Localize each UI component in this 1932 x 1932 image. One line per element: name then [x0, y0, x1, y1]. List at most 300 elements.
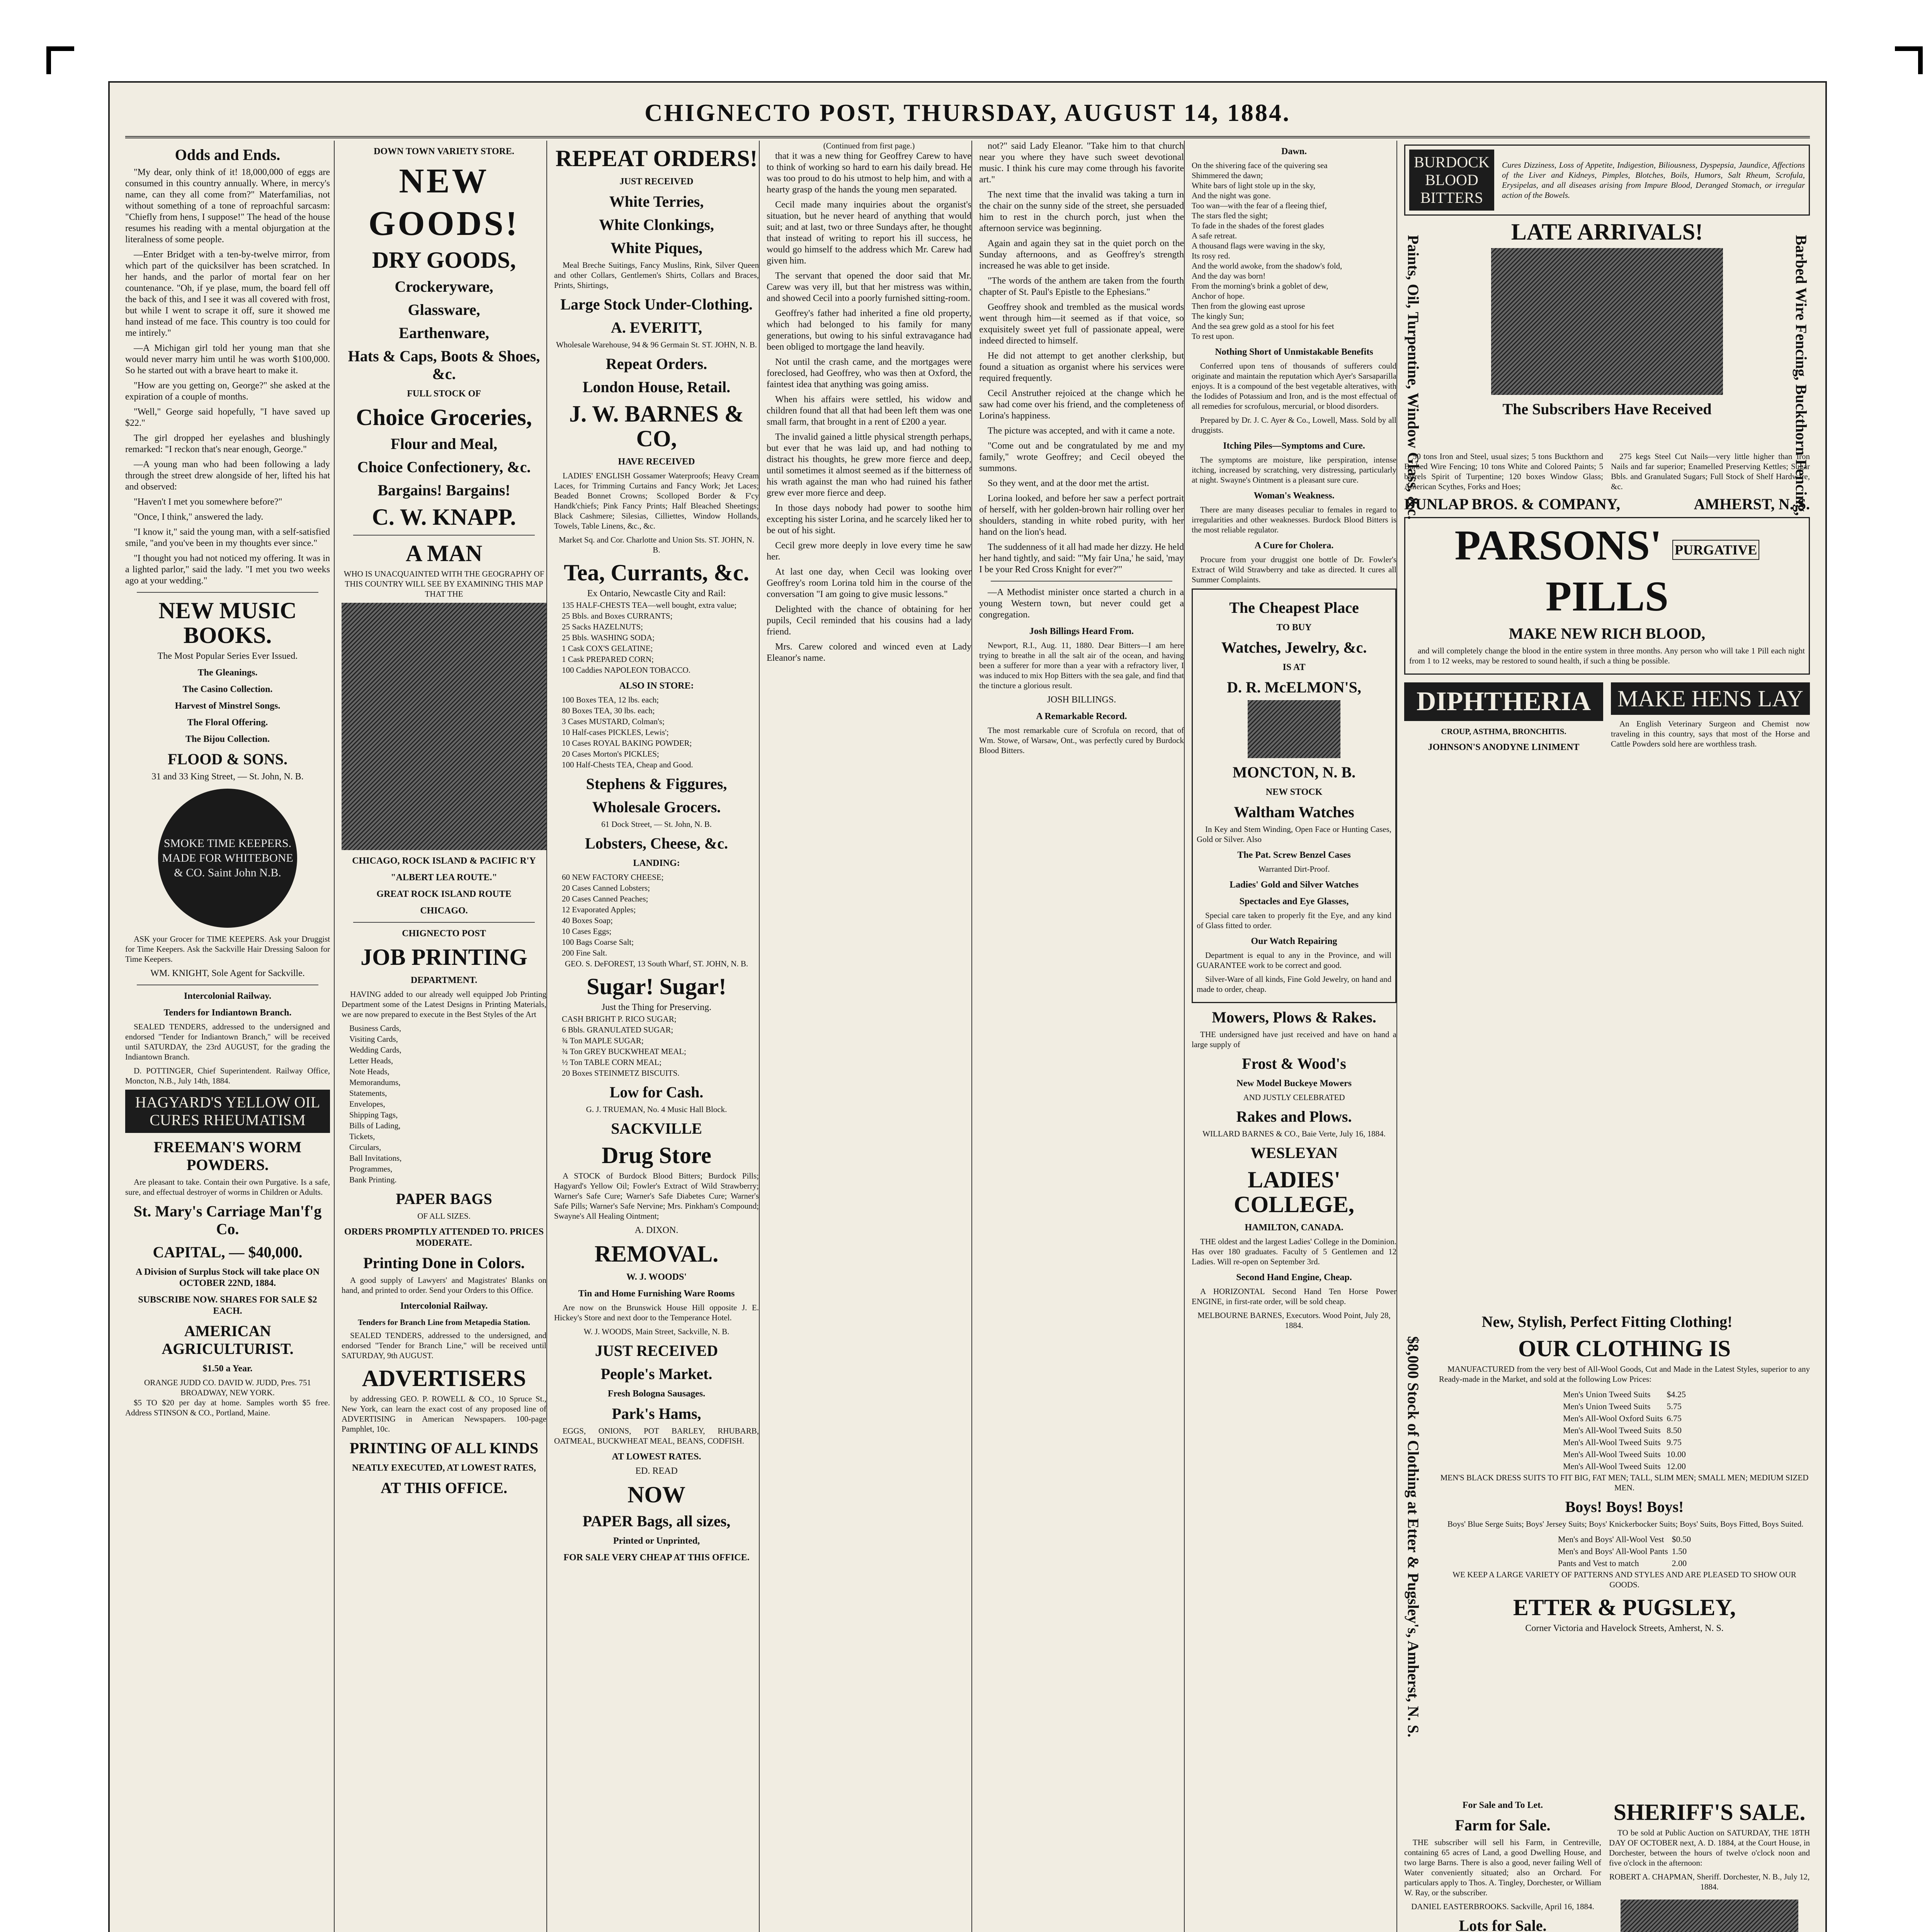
table-row: [1561, 1461, 1687, 1472]
column-rule: [1184, 141, 1185, 1932]
column-rule: [759, 141, 760, 1932]
late-text-1: 50 tons Iron and Steel, usual sizes; 5 tons Buckthorn and Barbed Wire Fencing; 10 tons White and Colored Paints; 5 barrels Spirit of Turpentine; 120 boxes Window Glass; American Scythes, Forks and Hoes;: [1404, 452, 1603, 491]
price-value: 5.75: [1667, 1401, 1682, 1411]
list-item: Envelopes,: [349, 1099, 385, 1109]
list-item: 20 Boxes STEINMETZ BISCUITS.: [562, 1068, 680, 1078]
list-item: CASH BRIGHT P. RICO SUGAR;: [562, 1014, 677, 1024]
our-clothing: OUR CLOTHING IS: [1518, 1336, 1731, 1361]
poem-line: On the shivering face of the quivering sea: [1192, 161, 1328, 170]
everitt: A. EVERITT,: [611, 319, 702, 336]
cheapest-place: The Cheapest Place: [1229, 599, 1359, 616]
billings-title: Josh Billings Heard From.: [1029, 626, 1134, 636]
weakness-title: Woman's Weakness.: [1253, 491, 1335, 501]
music-books-title: NEW MUSIC BOOKS.: [158, 598, 297, 648]
article-paragraph: "I know it," said the young man, with a self-satisfied smile, "and you've been in my thoughts ever since.": [125, 527, 330, 548]
repeat-orders-2: Repeat Orders.: [605, 355, 707, 372]
woods-sign: W. J. WOODS, Main Street, Sackville, N. B.: [583, 1327, 730, 1336]
price-value: 6.75: [1667, 1413, 1682, 1423]
goods-line: Crockeryware,: [395, 278, 493, 295]
billings-text: Newport, R.I., Aug. 11, 1880. Dear Bitters—I am here trying to breathe in all the salt air of the ocean, and having been a sufferer for more than a year with a refractory liver, I was induced to mix Hop Bitters with the sea gale, and find that the tincture a glorious result.: [979, 641, 1184, 690]
article-paragraph: So they went, and at the door met the artist.: [988, 478, 1149, 488]
diphtheria-hens-row: [1404, 679, 1810, 756]
boys: Boys! Boys! Boys!: [1565, 1498, 1684, 1515]
moncton: MONCTON, N. B.: [1232, 764, 1356, 781]
article-paragraph: —Enter Bridget with a ten-by-twelve mirror, from which part of the quicksilver has been scratched. In her hands, and the parlor of mortal fear on her countenance. "Oh, if ye plase, mum, the board fell off the back of this, and I see it was all covered with frost, but while I went to scrape it off, sure it showed me hand instead of me face. This country is too could for me intirely.": [125, 250, 330, 338]
poem-line: A safe retreat.: [1192, 231, 1237, 240]
price-value: $4.25: [1667, 1389, 1686, 1399]
poem-line: From the morning's brink a goblet of dew,: [1192, 281, 1328, 291]
peoples-market: People's Market.: [600, 1365, 713, 1383]
price-value: $0.50: [1672, 1534, 1691, 1544]
mcelmon: D. R. McELMON'S,: [1227, 679, 1361, 696]
list-item: 1 Cask COX'S GELATINE;: [562, 644, 653, 653]
goods-line: Glassware,: [408, 301, 480, 318]
waltham-text: In Key and Stem Winding, Open Face or Hunting Cases, Gold or Silver. Also: [1197, 825, 1391, 844]
poem-line: And the world awoke, from the shadow's fold,: [1192, 261, 1342, 270]
article-paragraph: Delighted with the chance of obtaining for her pupils, Cecil reminded that his cousins had a lady friend.: [767, 604, 971, 637]
column-rule: [1396, 141, 1397, 1932]
lawton-illustration: [1621, 1900, 1798, 1932]
dry-goods: DRY GOODS,: [372, 247, 516, 273]
variety-store: DOWN TOWN VARIETY STORE.: [374, 146, 514, 156]
list-item: 25 Bbls. WASHING SODA;: [562, 633, 655, 642]
hagyards-yellow-oil-ad: HAGYARD'S YELLOW OIL CURES RHEUMATISM: [125, 1090, 330, 1133]
woods-text: Are now on the Brunswick House Hill opposite J. E. Hickey's Store and next door to the Temperance Hotel.: [554, 1303, 759, 1322]
farm-for-sale: Farm for Sale.: [1455, 1816, 1551, 1834]
dunlap-line: [1404, 495, 1810, 513]
masthead-title: CHIGNECTO POST, THURSDAY, AUGUST 14, 1884.: [645, 99, 1291, 126]
barnes-address: Market Sq. and Cor. Charlotte and Union Sts. ST. JOHN, N. B.: [559, 535, 754, 554]
list-item: 1 Cask PREPARED CORN;: [562, 655, 654, 664]
continued-note: (Continued from first page.): [823, 141, 915, 150]
waltham: Waltham Watches: [1234, 803, 1354, 821]
subscribers-received: The Subscribers Have Received: [1502, 400, 1712, 418]
price-label: Men's All-Wool Tweed Suits: [1563, 1437, 1661, 1447]
odds-heading: Odds and Ends.: [175, 146, 281, 163]
carriage-company: St. Mary's Carriage Man'f'g Co.: [133, 1202, 322, 1238]
woods-sub: Tin and Home Furnishing Ware Rooms: [578, 1289, 735, 1299]
paints-vertical: Paints, Oil, Turpentine, Window Glass, &c.: [1405, 235, 1422, 520]
new-stock: NEW STOCK: [1265, 787, 1323, 797]
cholera-text: Procure from your druggist one bottle of Dr. Fowler's Extract of Wild Strawberry and take as directed. It cures all Summer Complaints.: [1192, 555, 1396, 584]
watch-repairing: Our Watch Repairing: [1251, 936, 1337, 946]
table-row: [1561, 1389, 1687, 1400]
article-paragraph: not?" said Lady Eleanor. "Take him to that church near you where they have such sweet devotional music. I think his cure may come through his favorite art.": [979, 141, 1184, 185]
article-paragraph: Again and again they sat in the quiet porch on the Sunday afternoons, and as Geoffrey's strength increased he was able to get inside.: [979, 238, 1184, 271]
white-item: White Clonkings,: [599, 216, 714, 233]
paper-bags-sub: Printed or Unprinted,: [613, 1536, 700, 1546]
article-paragraph: Cecil made many inquiries about the organist's situation, but he never heard of anything that would suit; and at last, two or three Sundays after, he thought that instead of writing to report his ill success, he would go himself to the address which Mr. Carew had given him.: [767, 200, 971, 266]
engine-heading: Second Hand Engine, Cheap.: [1236, 1272, 1352, 1282]
farm-sign: DANIEL EASTERBROOKS. Sackville, April 16, 1884.: [1411, 1902, 1594, 1911]
table-row: [1561, 1425, 1687, 1436]
article-paragraph: "Haven't I met you somewhere before?": [134, 497, 282, 507]
article-paragraph: When his affairs were settled, his widow and children found that all that had been left them was one small farm, that brought in a rent of £200 a year.: [767, 395, 971, 427]
just-received: JUST RECEIVED: [619, 177, 694, 187]
list-item: Bills of Lading,: [349, 1121, 401, 1130]
piles-text: The symptoms are moisture, like perspiration, intense itching, increased by scratching, very distressing, particularly at night. Swayne's Ointment is a pleasant sure cure.: [1192, 455, 1396, 485]
list-item: Bank Printing.: [349, 1175, 397, 1184]
goods-heading: GOODS!: [368, 204, 520, 243]
list-item: Programmes,: [349, 1164, 393, 1173]
music-book-item: Harvest of Minstrel Songs.: [175, 701, 281, 711]
for-sale-to-let: For Sale and To Let.: [1462, 1800, 1543, 1810]
hens-text: An English Veterinary Surgeon and Chemist now traveling in this country, says that most of the Horse and Cattle Powders sold here are worthless trash.: [1611, 719, 1810, 748]
ayer-note: Prepared by Dr. J. C. Ayer & Co., Lowell, Mass. Sold by all druggists.: [1192, 415, 1396, 435]
column-rule: [334, 141, 335, 1932]
price-label: Men's Union Tweed Suits: [1563, 1389, 1651, 1399]
trueman: G. J. TRUEMAN, No. 4 Music Hall Block.: [586, 1105, 727, 1114]
column-8-left: [1404, 1794, 1601, 1932]
price-label: Men's All-Wool Oxford Suits: [1563, 1413, 1663, 1423]
black-suits: MEN'S BLACK DRESS SUITS TO FIT BIG, FAT MEN; TALL, SLIM MEN; SMALL MEN; MEDIUM SIZED MEN.: [1440, 1473, 1809, 1492]
article-paragraph: Not until the crash came, and the mortgages were foreclosed, had Geoffrey, who was then at Oxford, the faintest idea that anything was going amiss.: [767, 357, 971, 389]
white-item: White Terries,: [609, 193, 704, 210]
list-item: ½ Ton TABLE CORN MEAL;: [562, 1058, 662, 1067]
a-man-sub: WHO IS UNACQUAINTED WITH THE GEOGRAPHY OF THIS COUNTRY WILL SEE BY EXAMINING THIS MAP THAT THE: [344, 569, 544, 599]
list-item: 10 Cases Eggs;: [562, 927, 612, 936]
neatly: NEATLY EXECUTED, AT LOWEST RATES,: [352, 1463, 536, 1473]
etter-pugsley: ETTER & PUGSLEY,: [1513, 1595, 1736, 1620]
list-item: ¾ Ton MAPLE SUGAR;: [562, 1036, 644, 1045]
worm-powders-title: FREEMAN'S WORM POWDERS.: [153, 1138, 302, 1173]
separator: [991, 581, 1172, 582]
railway-map-caption: CHICAGO, ROCK ISLAND & PACIFIC R'Y: [352, 856, 536, 866]
lobster-list: [554, 872, 759, 958]
poem-line: Shimmered the dawn;: [1192, 171, 1263, 180]
printing: PRINTING OF ALL KINDS: [349, 1439, 539, 1457]
music-books-subtitle: The Most Popular Series Ever Issued.: [157, 651, 298, 661]
crop-mark-top-right: [1895, 46, 1923, 74]
price-value: 9.75: [1667, 1437, 1682, 1447]
clothing-side-text: $8,000 Stock of Clothing at Etter & Pugsley's, Amherst, N. S.: [1405, 1336, 1422, 1738]
parsons-text: and will completely change the blood in the entire system in three months. Any person who will take 1 Pill each night from 1 to 12 weeks, may be restored to sound health, if such a thing be possible.: [1409, 646, 1805, 665]
barnes-text: LADIES' ENGLISH Gossamer Waterproofs; Heavy Cream Laces, for Trimming Curtains and Fancy Work; Jet Laces; Beaded Bonnet Crowns; Scolloped Border & F'cy Handk'chiefs; Pink Fancy Prints; Half Bleached Sheetings; Black Cashmere; Silesias, Cilliettes, Window Hollands, Towels, Table Linens, &c., &c.: [554, 471, 759, 531]
railway-signature: D. POTTINGER, Chief Superintendent. Railway Office, Moncton, N.B., July 14th, 1884.: [125, 1066, 330, 1085]
list-item: 100 Half-Chests TEA, Cheap and Good.: [562, 760, 693, 769]
article-paragraph: The picture was accepted, and with it came a note.: [988, 426, 1175, 436]
confectionery: Choice Confectionery, &c.: [357, 458, 531, 476]
ed-read: ED. READ: [635, 1466, 678, 1476]
music-book-item: The Gleanings.: [197, 668, 258, 678]
list-item: 60 NEW FACTORY CHEESE;: [562, 872, 664, 882]
clothing-body: [1404, 1336, 1810, 1738]
benefits-title: Nothing Short of Unmistakable Benefits: [1215, 347, 1373, 357]
orders: ORDERS PROMPTLY ATTENDED TO. PRICES MODERATE.: [344, 1227, 544, 1248]
poem-line: And the day was born!: [1192, 271, 1266, 281]
albert-lea: "ALBERT LEA ROUTE.": [391, 872, 497, 883]
masthead: [125, 90, 1810, 138]
list-item: 100 Caddies NAPOLEON TOBACCO.: [562, 665, 690, 675]
paper-bags: PAPER BAGS: [396, 1190, 492, 1208]
sugar-subtitle: Just the Thing for Preserving.: [601, 1002, 712, 1012]
poem-line: Anchor of hope.: [1192, 291, 1245, 301]
watches-jewelry: Watches, Jewelry, &c.: [1221, 639, 1367, 656]
article-paragraph: Geoffrey shook and trembled as the musical words went through him—it seemed as if that voice, so exquisitely sweet yet full of passionate appeal, were indeed directed to himself.: [979, 302, 1184, 346]
burdock-text: Cures Dizziness, Loss of Appetite, Indigestion, Biliousness, Dyspepsia, Jaundice, Affections of the Liver and Kidneys, Pimples, Blotches, Boils, Humors, Salt Rheum, Scrofula, Erysipelas, and all diseases arising from Impure Blood, Deranged Stomach, or irregular action of the Bowels.: [1502, 160, 1805, 200]
wholesale-grocers: Wholesale Grocers.: [592, 798, 721, 816]
poem-line: The stars fled the sight;: [1192, 211, 1268, 220]
farm-text: THE subscriber will sell his Farm, in Centreville, containing 65 acres of Land, a good Dwelling House, and two large Barns. There is also a good, never failing Well of Water conveniently situated; also an Orchard. For particulars apply to Thos. A. Tingley, Dorchester, or William W. Ray, or the subscriber.: [1404, 1838, 1601, 1897]
list-item: 40 Boxes Soap;: [562, 916, 613, 925]
column-8-right: [1609, 1794, 1810, 1932]
lowest-rates: AT LOWEST RATES.: [612, 1452, 701, 1462]
article-paragraph: He did not attempt to get another clerkship, but found a situation as organist where his services were required frequently.: [979, 351, 1184, 383]
timekeepers-ad: ASK your Grocer for TIME KEEPERS. Ask your Druggist for Time Keepers. Ask the Sackville Hair Dressing Saloon for Time Keepers.: [125, 934, 330, 964]
removal: REMOVAL.: [594, 1241, 719, 1267]
variety-text: WE KEEP A LARGE VARIETY OF PATTERNS AND STYLES AND ARE PLEASED TO SHOW OUR GOODS.: [1452, 1570, 1796, 1589]
burdock-ad: [1404, 145, 1810, 216]
list-item: 20 Cases Morton's PICKLES;: [562, 749, 659, 759]
diphtheria: DIPHTHERIA: [1404, 682, 1603, 721]
crop-mark-top-left: [46, 46, 74, 74]
stylish: New, Stylish, Perfect Fitting Clothing!: [1481, 1313, 1733, 1330]
separator: [137, 592, 318, 593]
figgures-address: 61 Dock Street, — St. John, N. B.: [601, 820, 712, 829]
poem-line: And the sea grew gold as a stool for his feet: [1192, 321, 1334, 331]
agriculturist-title: AMERICAN AGRICULTURIST.: [162, 1322, 294, 1357]
article-paragraph: "Once, I think," answered the lady.: [134, 512, 264, 522]
celebrated: AND JUSTLY CELEBRATED: [1243, 1093, 1345, 1102]
job-printing-text: HAVING added to our already well equipped Job Printing Department some of the Latest Designs in Printing Materials, we are now prepared to execute in the Best Styles of the Art: [342, 990, 546, 1019]
list-item: Statements,: [349, 1088, 387, 1098]
under-clothing: Large Stock Under-Clothing.: [560, 296, 753, 313]
article-paragraph: —A Michigan girl told her young man that she would never marry him until he was worth $100,000. So he started out with a brave heart to make it.: [125, 343, 330, 376]
watch-illustration: [1248, 700, 1340, 758]
warehouse-image: [1491, 248, 1723, 395]
column-2: [342, 141, 546, 1932]
railway-subtitle: Tenders for Indiantown Branch.: [163, 1008, 292, 1018]
record-text: The most remarkable cure of Scrofula on record, that of Wm. Stowe, of Warsaw, Ont., was perfectly cured by Burdock Blood Bitters.: [979, 726, 1184, 755]
list-item: 20 Cases Canned Lobsters;: [562, 883, 650, 893]
to-buy: TO BUY: [1276, 622, 1312, 633]
shares: SUBSCRIBE NOW. SHARES FOR SALE $2 EACH.: [138, 1295, 317, 1316]
price-label: Men's and Boys' All-Wool Pants: [1558, 1546, 1668, 1556]
pants-table: [1556, 1533, 1693, 1570]
agriculturist-price: $1.50 a Year.: [202, 1364, 253, 1374]
poem-line: White bars of light stole up in the sky,: [1192, 181, 1316, 190]
weakness-text: There are many diseases peculiar to females in regard to irregularities and other weaknesses. Burdock Blood Bitters is the most reliable regulator.: [1192, 505, 1396, 534]
low-for-cash: Low for Cash.: [609, 1083, 704, 1101]
list-item: 3 Cases MUSTARD, Colman's;: [562, 717, 665, 726]
list-item: Note Heads,: [349, 1067, 389, 1076]
list-item: 20 Cases Canned Peaches;: [562, 894, 648, 903]
price-value: 8.50: [1667, 1425, 1682, 1435]
column-4: [767, 141, 971, 1932]
ladies-watches: Ladies' Gold and Silver Watches: [1230, 880, 1359, 890]
mowers-text: THE undersigned have just received and have on hand a large supply of: [1192, 1030, 1396, 1049]
price-label: Men's All-Wool Tweed Suits: [1563, 1461, 1661, 1471]
knapp: C. W. KNAPP.: [372, 504, 516, 530]
methodist-anecdote: —A Methodist minister once started a church in a young Western town, but never could get a congregation.: [979, 587, 1184, 620]
great-rock-island: GREAT ROCK ISLAND ROUTE: [376, 889, 512, 899]
engine-sign: MELBOURNE BARNES, Executors. Wood Point, July 28, 1884.: [1197, 1311, 1391, 1330]
poem-line: To rest upon.: [1192, 332, 1234, 341]
music-address: 31 and 33 King Street, — St. John, N. B.: [151, 772, 304, 782]
poem-line: A thousand flags were waving in the sky,: [1192, 241, 1325, 250]
article-paragraph: The servant that opened the door said that Mr. Carew was very ill, but that her mistress was within, and showed Cecil into a poorly furnished sitting-room.: [767, 271, 971, 303]
music-book-item: The Bijou Collection.: [185, 734, 270, 744]
poem-title: Dawn.: [1281, 146, 1307, 156]
list-item: Circulars,: [349, 1143, 381, 1152]
goods-line: Earthenware,: [399, 324, 489, 342]
clothing-ad: [1404, 1308, 1810, 1787]
everitt-address: Wholesale Warehouse, 94 & 96 Germain St. ST. JOHN, N. B.: [556, 340, 757, 349]
silver-ware: Silver-Ware of all kinds, Fine Gold Jewelry, on hand and made to order, cheap.: [1197, 975, 1391, 994]
wesleyan: WESLEYAN: [1250, 1144, 1338, 1162]
table-row: [1561, 1437, 1687, 1448]
boys-text: Boys' Blue Serge Suits; Boys' Jersey Suits; Boys' Knickerbocker Suits; Boys' Suits, Boys Fitted, Boys Suited.: [1447, 1519, 1804, 1529]
poem-line: Then from the glowing east uprose: [1192, 301, 1305, 311]
column-7: [1404, 141, 1810, 1300]
list-item: Business Cards,: [349, 1024, 401, 1033]
white-item: White Piques,: [611, 239, 702, 257]
tea-subtitle: Ex Ontario, Newcastle City and Rail:: [587, 588, 726, 599]
sugar-heading: Sugar! Sugar!: [587, 974, 726, 999]
price-value: 1.50: [1672, 1546, 1687, 1556]
repair-text: Department is equal to any in the Province, and will GUARANTEE work to be correct and good.: [1197, 951, 1391, 970]
job-printing-list: [342, 1023, 546, 1185]
price-label: Men's and Boys' All-Wool Vest: [1558, 1534, 1664, 1544]
railway-map-image: [342, 603, 546, 850]
music-book-item: The Floral Offering.: [187, 718, 268, 728]
worm-powders-text: Are pleasant to take. Contain their own Purgative. Is a safe, sure, and effectual destroyer of worms in Children or Adults.: [125, 1177, 330, 1197]
flour: Flour and Meal,: [391, 435, 497, 452]
engine-text: A HORIZONTAL Second Hand Ten Horse Power ENGINE, in first-rate order, will be sold cheap.: [1192, 1287, 1396, 1306]
dunlap: DUNLAP BROS. & COMPANY,: [1404, 495, 1620, 513]
colors-text: A good supply of Lawyers' and Magistrates' Blanks on hand, and printed to order. Send your Orders to this Office.: [342, 1276, 546, 1295]
croup: CROUP, ASTHMA, BRONCHITIS.: [1441, 726, 1566, 736]
column-1: [125, 141, 330, 1932]
clock-text: SMOKE TIME KEEPERS. MADE FOR WHITEBONE & CO. Saint John N.B.: [162, 837, 293, 879]
list-item: Wedding Cards,: [349, 1045, 401, 1054]
purgative: PURGATIVE: [1672, 540, 1759, 560]
advertisers-text: by addressing GEO. P. ROWELL & CO., 10 Spruce St., New York, can learn the exact cost of any proposed line of ADVERTISING in American Newspapers. 100-page Pamphlet, 10c.: [342, 1394, 546, 1434]
article-paragraph: "The words of the anthem are taken from the fourth chapter of St. Paul's Epistle to the Ephesians.": [979, 276, 1184, 297]
list-item: Memorandums,: [349, 1078, 401, 1087]
list-item: 25 Bbls. and Boxes CURRANTS;: [562, 611, 673, 621]
special-care: Special care taken to properly fit the Eye, and any kind of Glass fitted to order.: [1197, 911, 1391, 930]
article-paragraph: "My dear, only think of it! 18,000,000 of eggs are consumed in this country annually. Where, in mercy's name, can they all come from?" Materfamilias, not without something of a tone of reproachful sarcasm: "Chiefly from hens, I suppose!" The head of the house resumes his reading with a mental objurgation at the literalness of some people.: [125, 167, 330, 245]
article-paragraph: Cecil Anstruther rejoiced at the change which he saw had come over his friend, and the completeness of Lorina's happiness.: [979, 388, 1184, 421]
billings-sign: JOSH BILLINGS.: [1047, 695, 1116, 705]
paper-bags-heading: PAPER Bags, all sizes,: [582, 1512, 731, 1530]
list-item: 12 Evaporated Apples;: [562, 905, 636, 914]
white-text: Meal Breche Suitings, Fancy Muslins, Rink, Silver Queen and other Collars, Gentlemen's Shirts, Collars and Braces, Prints, Shirtings,: [554, 260, 759, 290]
piles-title: Itching Piles—Symptoms and Cure.: [1223, 441, 1365, 451]
list-item: 25 Sacks HAZELNUTS;: [562, 622, 643, 631]
music-firm: FLOOD & SONS.: [167, 750, 288, 768]
etter-address: Corner Victoria and Havelock Streets, Amherst, N. S.: [1525, 1623, 1724, 1633]
tea-list: [554, 600, 759, 675]
price-table: [1561, 1388, 1688, 1473]
paper-bags-sizes: OF ALL SIZES.: [417, 1211, 471, 1221]
sugar-list: [554, 1014, 759, 1078]
railway2-subtitle: Tenders for Branch Line from Metapedia Station.: [358, 1318, 530, 1327]
column-6: [1192, 141, 1396, 1932]
list-item: Tickets,: [349, 1132, 375, 1141]
advertisers: ADVERTISERS: [362, 1366, 526, 1391]
diphtheria-ad: [1404, 679, 1603, 756]
mcelmon-ad: [1192, 588, 1396, 1003]
article-paragraph: that it was a new thing for Geoffrey Carew to have to think of working so hard to earn his daily bread. He was too proud to do his utmost to help him, and with a hearty grasp of the hands the young men separated.: [767, 151, 971, 195]
college-text: THE oldest and the largest Ladies' College in the Dominion. Has over 180 graduates. Faculty of 5 Gentlemen and 12 Ladies. Will re-open on September 3rd.: [1192, 1237, 1396, 1266]
department: DEPARTMENT.: [410, 975, 478, 985]
sheriffs-sale: SHERIFF'S SALE.: [1613, 1799, 1806, 1825]
article-paragraph: The girl dropped her eyelashes and blushingly remarked: "I reckon that's near enough, George.": [125, 433, 330, 454]
newspaper-page: [108, 81, 1827, 1932]
cholera-title: A Cure for Cholera.: [1254, 541, 1334, 551]
list-item: 10 Cases ROYAL BAKING POWDER;: [562, 738, 692, 748]
railway2-title: Intercolonial Railway.: [400, 1301, 488, 1311]
list-item: 6 Bbls. GRANULATED SUGAR;: [562, 1025, 673, 1034]
column-5: [979, 141, 1184, 1932]
clothing-text: MANUFACTURED from the very best of All-Wool Goods, Cut and Made in the Latest Styles, superior to any Ready-made in the Market, and sold at the following Low Prices:: [1439, 1364, 1810, 1384]
drug-store: Drug Store: [602, 1143, 711, 1168]
tea-heading: Tea, Currants, &c.: [564, 560, 749, 585]
railway2-text: SEALED TENDERS, addressed to the undersigned, and endorsed "Tender for Branch Line," will be received until SATURDAY, 9th AUGUST.: [342, 1331, 546, 1360]
london-house: London House, Retail.: [582, 378, 731, 396]
chapman: ROBERT A. CHAPMAN, Sheriff. Dorchester, N. B., July 12, 1884.: [1609, 1872, 1810, 1891]
record-title: A Remarkable Record.: [1036, 711, 1127, 721]
table-row: [1561, 1401, 1687, 1412]
this-office: AT THIS OFFICE.: [381, 1479, 507, 1497]
dividend: A Division of Surplus Stock will take place ON OCTOBER 22ND, 1884.: [135, 1267, 320, 1288]
parsons-title: [1409, 522, 1805, 619]
poem-line: Too wan—with the fear of a fleeing thief,: [1192, 201, 1327, 210]
list-item: 135 HALF-CHESTS TEA—well bought, extra value;: [562, 600, 737, 610]
article-paragraph: In those days nobody had power to soothe him excepting his sister Lorina, and he scarcely liked her to be out of his sight.: [767, 503, 971, 536]
list-item: Visiting Cards,: [349, 1034, 398, 1044]
hamilton: HAMILTON, CANADA.: [1245, 1223, 1344, 1233]
poem-line: Its rosy red.: [1192, 251, 1230, 260]
agriculturist-firm: ORANGE JUDD CO. DAVID W. JUDD, Pres. 751 BROADWAY, NEW YORK.: [144, 1378, 311, 1397]
article-paragraph: "How are you getting on, George?" she asked at the expiration of a couple of months.: [125, 381, 330, 402]
music-book-item: The Casino Collection.: [182, 684, 273, 694]
dust-proof: Warranted Dirt-Proof.: [1258, 864, 1330, 874]
article-paragraph: The suddenness of it all had made her dizzy. He held her hand tightly, and said: "'My fair Una,' he said, 'may I be your Red Cross Knight for ever?'": [979, 542, 1184, 575]
late-text-2: 275 kegs Steel Cut Nails—very little higher than Iron Nails and far superior; Enamelled Preserving Kettles; Sugar Bbls. and Granulated Sugars; Full Stock of Shelf Hardware, &c.: [1611, 452, 1810, 491]
drug-text: A STOCK of Burdock Blood Bitters; Burdock Pills; Hagyard's Yellow Oil; Fowler's Extract of Wild Strawberry; Warner's Safe Cure; Warner's Safe Diabetes Cure; Warner's Safe Pills; Warner's Safe Nervine; Mrs. Pinkham's Compound; Swayne's All Healing Ointment;: [554, 1171, 759, 1221]
price-value: 10.00: [1667, 1449, 1686, 1459]
just-received-2: JUST RECEIVED: [595, 1342, 718, 1359]
a-man-heading: A MAN: [405, 541, 483, 566]
mowers-sign: WILLARD BARNES & CO., Baie Verte, July 16, 1884.: [1202, 1129, 1386, 1138]
benefits-text: Conferred upon tens of thousands of sufferers could originate and maintain the reputation which Ayer's Sarsaparilla enjoys. It is a compound of the best vegetable alteratives, with the Iodides of Potassium and Iron, and is the most effectual of all remedies for scrofulous, mercurial, or blood disorders.: [1192, 361, 1396, 411]
late-arrivals-lists: [1404, 451, 1810, 495]
price-value: 12.00: [1667, 1461, 1686, 1471]
price-label: Men's All-Wool Tweed Suits: [1563, 1449, 1661, 1459]
dixon: A. DIXON.: [634, 1225, 679, 1235]
make-hens-lay: MAKE HENS LAY: [1611, 682, 1810, 715]
list-item: 10 Half-cases PICKLES, Lewis';: [562, 728, 669, 737]
chicago: CHICAGO.: [420, 906, 468, 916]
separator: [353, 922, 535, 923]
list-item: Letter Heads,: [349, 1056, 393, 1065]
poem-line: To fade in the shades of the forest glades: [1192, 221, 1324, 230]
sackville: SACKVILLE: [611, 1120, 702, 1137]
hens-ad: [1611, 679, 1810, 756]
full-stock: FULL STOCK OF: [407, 389, 481, 399]
table-row: [1556, 1546, 1692, 1557]
article-paragraph: "I thought you had not noticed my offering. It was in a lighted parlor," said the lady. "I met you two weeks ago at your wedding.": [125, 553, 330, 586]
wage-ad: $5 TO $20 per day at home. Samples worth $5 free. Address STINSON & CO., Portland, Maine.: [125, 1398, 330, 1417]
list-item: 200 Fine Salt.: [562, 948, 607, 957]
column-3: [554, 141, 759, 1932]
article-paragraph: —A young man who had been following a lady through the street drew alongside of her, lifted his hat and observed:: [125, 459, 330, 492]
frost-wood: Frost & Wood's: [1242, 1055, 1346, 1072]
article-paragraph: The next time that the invalid was taking a turn in the chair on the sunny side of the street, she persuaded him to rest in the church porch, just when the afternoon service was beginning.: [979, 190, 1184, 233]
